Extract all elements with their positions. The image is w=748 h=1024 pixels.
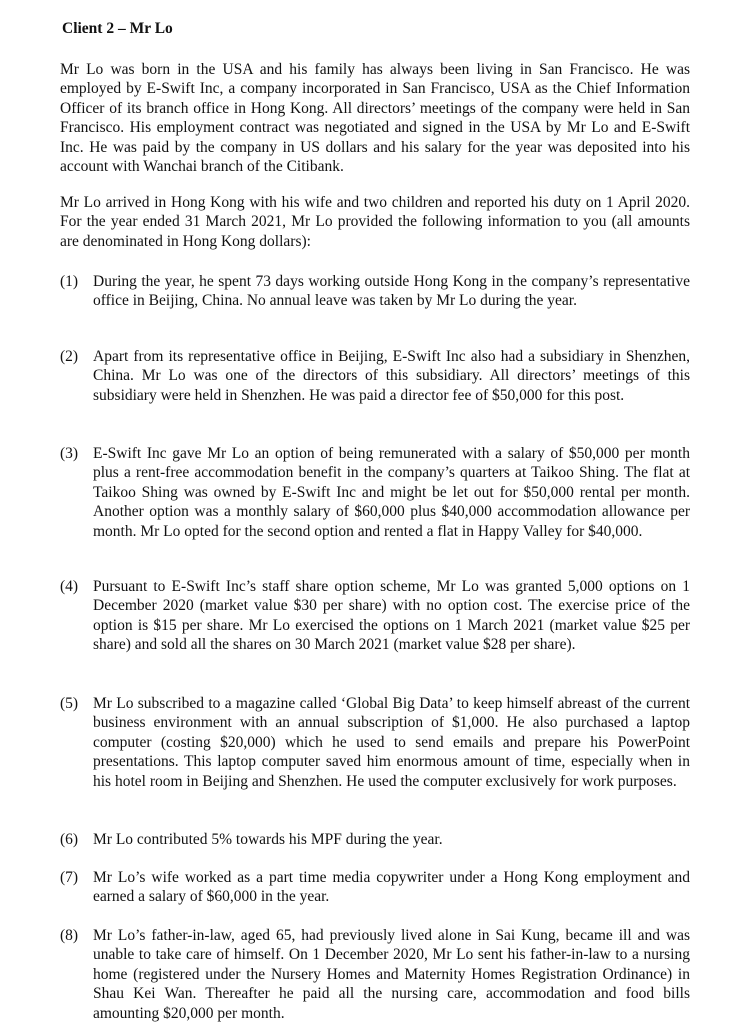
item-number: (8) (60, 927, 79, 944)
item-number: (2) (60, 348, 79, 365)
item-text: Apart from its representative office in Beijing, E-Swift Inc also had a subsidiary in Shenzhen, China. Mr Lo was one of the directors of this subsidiary. All directors’ meetings of this subsidiary were held in Shenzhen. He was paid a director fee of $50,000 for this post. (93, 348, 690, 404)
list-item-7 (60, 868, 690, 907)
list-item-4 (60, 577, 690, 655)
list-item-5 (60, 694, 690, 791)
list-item-8 (60, 926, 690, 1023)
item-number: (7) (60, 869, 79, 886)
item-number: (5) (60, 695, 79, 712)
item-number: (6) (60, 831, 79, 848)
list-item-3 (60, 444, 690, 541)
client-title: Client 2 – Mr Lo (62, 20, 173, 37)
item-text: Mr Lo’s wife worked as a part time media copywriter under a Hong Kong employment and earned a salary of $60,000 in the year. (93, 869, 690, 906)
intro-paragraph: Mr Lo was born in the USA and his family has always been living in San Francisco. He was employed by E-Swift Inc, a company incorporated in San Francisco, USA as the Chief Information Officer of its branch office in Hong Kong. All directors’ meetings of the company were held in San Francisco. His employment contract was negotiated and signed in the USA by Mr Lo and E-Swift Inc. He was paid by the company in US dollars and his salary for the year was deposited into his account with Wanchai branch of the Citibank. (60, 61, 690, 176)
item-text: Mr Lo contributed 5% towards his MPF during the year. (93, 831, 443, 848)
info-paragraph: Mr Lo arrived in Hong Kong with his wife and two children and reported his duty on 1 April 2020. For the year ended 31 March 2021, Mr Lo provided the following information to you (all amounts are denominated in Hong Kong dollars): (60, 194, 690, 250)
item-number: (4) (60, 578, 79, 595)
item-text: Mr Lo subscribed to a magazine called ‘Global Big Data’ to keep himself abreast of the current business environment with an annual subscription of $1,000. He also purchased a laptop computer (costing $20,000) which he used to send emails and prepare his PowerPoint presentations. This laptop computer saved him enormous amount of time, especially when in his hotel room in Beijing and Shenzhen. He used the computer exclusively for work purposes. (93, 695, 690, 790)
list-item-6 (60, 830, 690, 849)
item-text: Mr Lo’s father-in-law, aged 65, had previously lived alone in Sai Kung, became ill and was unable to take care of himself. On 1 December 2020, Mr Lo sent his father-in-law to a nursing home (registered under the Nursery Homes and Maternity Homes Registration Ordinance) in Shau Kei Wan. Thereafter he paid all the nursing care, accommodation and food bills amounting $20,000 per month. (93, 927, 690, 1022)
item-text: E-Swift Inc gave Mr Lo an option of being remunerated with a salary of $50,000 per month plus a rent-free accommodation benefit in the company’s quarters at Taikoo Shing. The flat at Taikoo Shing was owned by E-Swift Inc and might be let out for $50,000 rental per month. Another option was a monthly salary of $60,000 plus $40,000 accommodation allowance per month. Mr Lo opted for the second option and rented a flat in Happy Valley for $40,000. (93, 445, 690, 540)
list-item-2 (60, 347, 690, 405)
item-number: (3) (60, 445, 79, 462)
item-text: Pursuant to E-Swift Inc’s staff share option scheme, Mr Lo was granted 5,000 options on 1 December 2020 (market value $30 per share) with no option cost. The exercise price of the option is $15 per share. Mr Lo exercised the options on 1 March 2021 (market value $25 per share) and sold all the shares on 30 March 2021 (market value $28 per share). (93, 578, 690, 654)
list-item-1 (60, 272, 690, 311)
item-text: During the year, he spent 73 days working outside Hong Kong in the company’s representative office in Beijing, China. No annual leave was taken by Mr Lo during the year. (93, 273, 690, 310)
item-number: (1) (60, 273, 79, 290)
